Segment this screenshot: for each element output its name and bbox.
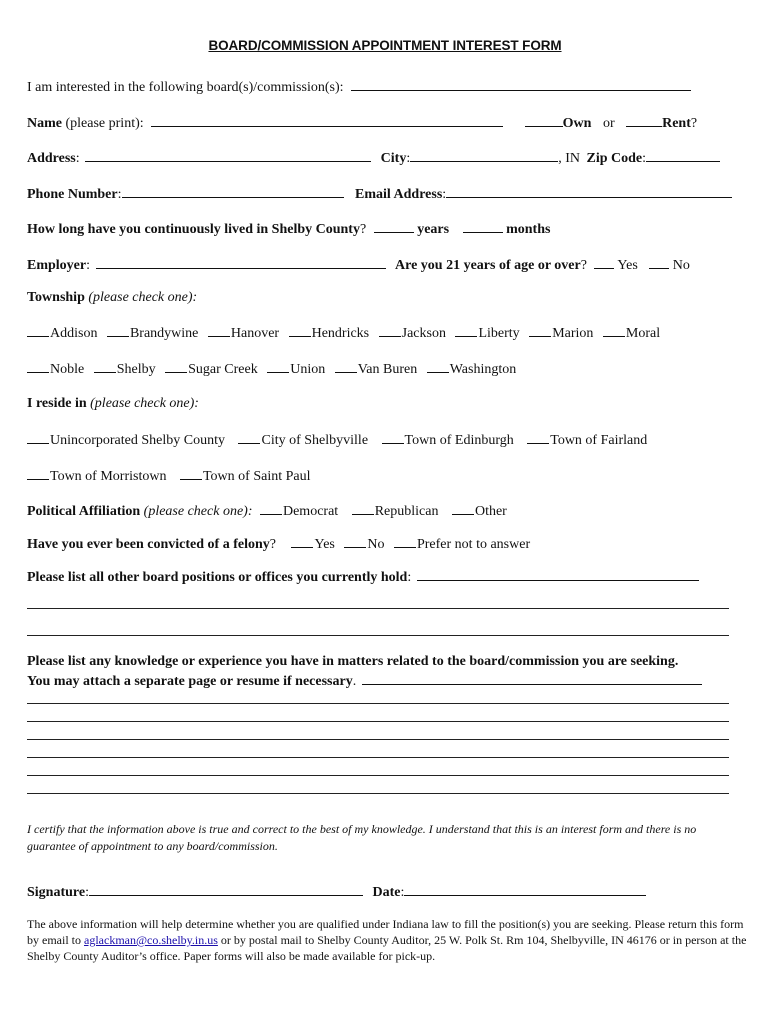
township-option-label: Liberty (478, 326, 520, 341)
political-option[interactable] (260, 501, 338, 521)
political-label: Political Affiliation (27, 504, 141, 519)
felony-check[interactable] (394, 534, 416, 548)
date-label: Date (372, 885, 401, 900)
township-check[interactable] (94, 359, 116, 373)
township-check[interactable] (379, 323, 401, 337)
felony-qmark: ? (269, 537, 276, 552)
date-field[interactable] (404, 882, 646, 896)
address-field[interactable] (85, 148, 371, 162)
political-row (27, 501, 513, 521)
name-label: Name (27, 116, 62, 131)
township-option-label: Union (290, 362, 326, 377)
interest-row (27, 77, 691, 97)
footer-pre: The above information will help determine whether you are qualified under Indiana law to fill the position(s) you are seeking. Please return this form by email to (27, 917, 744, 947)
township-option-label: Marion (552, 326, 594, 341)
months-label: months (506, 222, 551, 237)
email-field[interactable] (446, 184, 732, 198)
felony-row (27, 534, 536, 554)
reside-option-label: Town of Saint Paul (202, 469, 311, 484)
address-label: Address (27, 151, 76, 166)
township-option-label: Noble (50, 362, 85, 377)
reside-option[interactable] (180, 466, 311, 486)
township-option[interactable] (603, 323, 660, 343)
knowledge-line[interactable] (27, 721, 729, 722)
reside-option[interactable] (27, 466, 166, 486)
reside-check[interactable] (27, 430, 49, 444)
state-label: , IN (558, 151, 580, 166)
years-field[interactable] (374, 219, 414, 233)
township-check[interactable] (27, 359, 49, 373)
township-option[interactable] (455, 323, 519, 343)
felony-option[interactable] (291, 534, 334, 554)
political-option[interactable] (452, 501, 507, 521)
township-check[interactable] (165, 359, 187, 373)
township-option-label: Washington (449, 362, 517, 377)
city-field[interactable] (410, 148, 558, 162)
years-label: years (417, 222, 450, 237)
township-option[interactable] (27, 359, 84, 379)
age-no-label: No (672, 258, 690, 273)
felony-option[interactable] (344, 534, 384, 554)
political-option-label: Democrat (282, 504, 339, 519)
township-check[interactable] (455, 323, 477, 337)
township-option-label: Addison (50, 326, 98, 341)
township-option-label: Jackson (401, 326, 446, 341)
email-label: Email Address (355, 187, 443, 202)
name-hint: (please print): (65, 116, 144, 131)
age-no-check[interactable] (649, 255, 669, 269)
reside-options-1 (27, 430, 653, 450)
footer-post: or by postal mail to Shelby County Auditor, 25 W. Polk St. Rm 104, Shelbyville, IN 46176 or in person at the Shelby County Auditor’s office. Paper forms will also be made available for pick-up. (27, 933, 747, 963)
township-option-label: Shelby (116, 362, 156, 377)
phone-field[interactable] (122, 184, 344, 198)
city-label: City (380, 151, 407, 166)
employer-field[interactable] (96, 255, 386, 269)
township-option[interactable] (267, 359, 325, 379)
boards-row: Please list all other board positions or offices you currently hold: (27, 567, 699, 587)
knowledge-attach-note: You may attach a separate page or resume if necessary (27, 674, 353, 689)
rent-check[interactable] (626, 113, 662, 127)
knowledge-line[interactable] (27, 775, 729, 776)
township-check[interactable] (208, 323, 230, 337)
own-check[interactable] (525, 113, 563, 127)
political-check[interactable] (452, 501, 474, 515)
reside-option[interactable] (238, 430, 368, 450)
felony-option-label: Yes (314, 537, 335, 552)
township-option-label: Hanover (230, 326, 280, 341)
township-option[interactable] (289, 323, 370, 343)
signature-row: Signature: Date: (27, 882, 646, 902)
township-check[interactable] (335, 359, 357, 373)
felony-question: Have you ever been convicted of a felony (27, 537, 270, 552)
phone-row: Phone Number: Email Address: (27, 184, 732, 204)
age-yes-label: Yes (617, 258, 638, 273)
zip-field[interactable] (646, 148, 720, 162)
interest-label: I am interested in the following board(s)/commission(s): (27, 80, 344, 95)
township-option[interactable] (208, 323, 279, 343)
reside-check[interactable] (238, 430, 260, 444)
reside-check[interactable] (27, 466, 49, 480)
knowledge-line[interactable] (27, 793, 729, 794)
felony-check[interactable] (344, 534, 366, 548)
township-check[interactable] (267, 359, 289, 373)
political-hint: (please check one): (143, 504, 253, 519)
reside-option-label: City of Shelbyville (261, 433, 369, 448)
township-options-1 (27, 323, 666, 343)
age-qmark: ? (580, 258, 587, 273)
township-option-label: Hendricks (311, 326, 370, 341)
signature-label: Signature (27, 885, 86, 900)
township-check[interactable] (107, 323, 129, 337)
or-label: or (602, 116, 615, 131)
township-option-label: Sugar Creek (188, 362, 258, 377)
township-option[interactable] (94, 359, 156, 379)
boards-field[interactable] (417, 567, 699, 581)
own-label: Own (562, 116, 592, 131)
knowledge-line[interactable] (27, 739, 729, 740)
township-hint: (please check one): (88, 290, 198, 305)
age-yes-check[interactable] (594, 255, 614, 269)
felony-option[interactable] (394, 534, 530, 554)
reside-check[interactable] (382, 430, 404, 444)
township-row (27, 289, 197, 307)
age-question: Are you 21 years of age or over (395, 258, 581, 273)
knowledge-row: You may attach a separate page or resume if necessary. (27, 671, 702, 691)
reside-label: I reside in (27, 396, 87, 411)
township-check[interactable] (603, 323, 625, 337)
employer-row: Employer: Are you 21 years of age or over? Yes No (27, 255, 690, 275)
reside-check[interactable] (527, 430, 549, 444)
reside-option[interactable] (27, 430, 225, 450)
political-check[interactable] (260, 501, 282, 515)
political-check[interactable] (352, 501, 374, 515)
township-option[interactable] (107, 323, 198, 343)
township-option[interactable] (379, 323, 446, 343)
zip-label: Zip Code (586, 151, 643, 166)
political-option-label: Other (474, 504, 507, 519)
township-option[interactable] (335, 359, 418, 379)
township-check[interactable] (27, 323, 49, 337)
rent-label: Rent (662, 116, 691, 131)
reside-option-label: Town of Edinburgh (404, 433, 514, 448)
reside-options-2 (27, 466, 316, 486)
employer-label: Employer (27, 258, 87, 273)
township-option[interactable] (427, 359, 517, 379)
reside-option[interactable] (527, 430, 647, 450)
address-row: Address: City: , IN Zip Code: (27, 148, 720, 168)
reside-option-label: Unincorporated Shelby County (50, 433, 225, 448)
felony-option-label: No (367, 537, 385, 552)
name-field[interactable] (151, 113, 503, 127)
reside-option-label: Town of Morristown (50, 469, 167, 484)
name-row (27, 113, 697, 133)
boards-line[interactable] (27, 635, 729, 636)
reside-option[interactable] (382, 430, 514, 450)
township-option[interactable] (165, 359, 258, 379)
interest-field[interactable] (351, 77, 691, 91)
boards-line[interactable] (27, 608, 729, 609)
knowledge-line[interactable] (27, 757, 729, 758)
residency-qmark: ? (359, 222, 367, 237)
felony-check[interactable] (291, 534, 313, 548)
months-field[interactable] (463, 219, 503, 233)
certification-text: I certify that the information above is true and correct to the best of my knowledge. I understand that this is an interest form and there is no guarantee of appointment to any board/commission. (27, 822, 697, 853)
township-options-2 (27, 359, 522, 379)
township-check[interactable] (529, 323, 551, 337)
reside-check[interactable] (180, 466, 202, 480)
township-option-label: Brandywine (129, 326, 199, 341)
reside-option-label: Town of Fairland (550, 433, 648, 448)
township-option-label: Moral (625, 326, 661, 341)
reside-hint: (please check one): (90, 396, 199, 411)
knowledge-question: Please list any knowledge or experience you have in matters related to the board/commission you are seeking. (27, 654, 679, 669)
rent-qmark: ? (690, 116, 698, 131)
signature-field[interactable] (89, 882, 363, 896)
residency-question: How long have you continuously lived in Shelby County (27, 222, 360, 237)
footer-email-link[interactable]: aglackman@co.shelby.in.us (84, 933, 218, 947)
township-label: Township (27, 290, 85, 305)
political-option-label: Republican (374, 504, 439, 519)
residency-row (27, 219, 550, 239)
knowledge-field[interactable] (362, 671, 702, 685)
township-check[interactable] (427, 359, 449, 373)
felony-option-label: Prefer not to answer (416, 537, 531, 552)
township-option[interactable] (27, 323, 97, 343)
township-option[interactable] (529, 323, 593, 343)
knowledge-line[interactable] (27, 703, 729, 704)
form-title: BOARD/COMMISSION APPOINTMENT INTEREST FORM (208, 38, 562, 53)
reside-row (27, 395, 199, 413)
township-option-label: Van Buren (357, 362, 418, 377)
political-option[interactable] (352, 501, 439, 521)
phone-label: Phone Number (27, 187, 118, 202)
footer-text (27, 916, 747, 964)
boards-question: Please list all other board positions or offices you currently hold (27, 570, 408, 585)
township-check[interactable] (289, 323, 311, 337)
